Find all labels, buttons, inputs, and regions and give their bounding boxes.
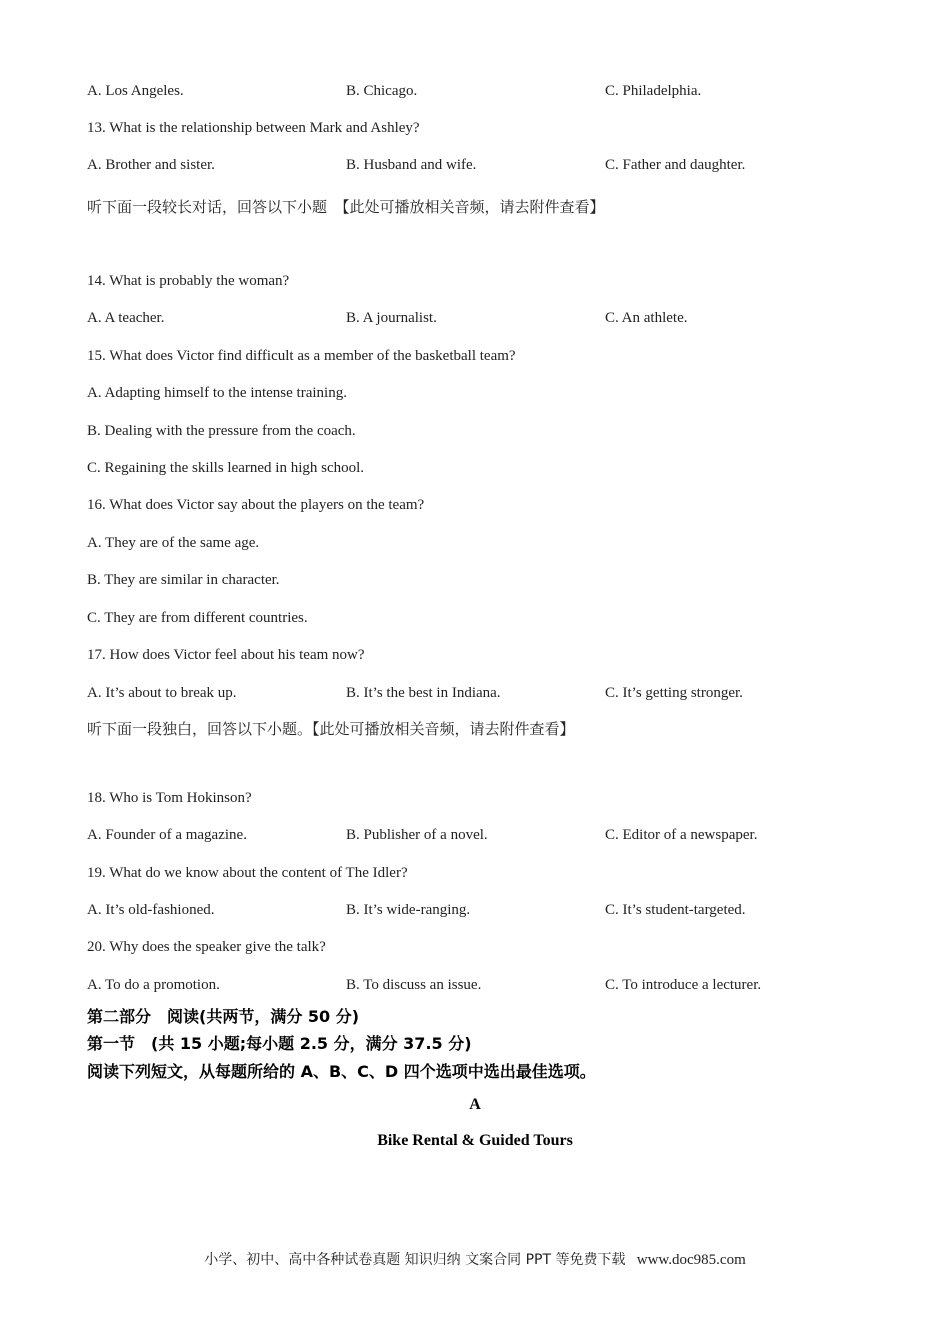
instruction-dialogue: 听下面一段较长对话，回答以下小题 【此处可播放相关音频，请去附件查看】	[87, 198, 605, 216]
q18-question: 18. Who is Tom Hokinson?	[87, 790, 252, 806]
passage-title: Bike Rental & Guided Tours	[377, 1132, 573, 1149]
q13-option-b: B. Husband and wife.	[346, 157, 477, 173]
q13-question: 13. What is the relationship between Mark and Ashley?	[87, 120, 420, 136]
q15-option-a: A. Adapting himself to the intense training.	[87, 385, 347, 401]
q18-option-b: B. Publisher of a novel.	[346, 827, 488, 843]
q14-option-b: B. A journalist.	[346, 310, 437, 326]
q17-option-a: A. It’s about to break up.	[87, 685, 237, 701]
reading-instruction: 阅读下列短文，从每题所给的 A、B、C、D 四个选项中选出最佳选项。	[87, 1062, 596, 1081]
q16-option-c: C. They are from different countries.	[87, 610, 308, 626]
section1-heading: 第一节 (共 15 小题;每小题 2.5 分，满分 37.5 分)	[87, 1034, 472, 1053]
q12-option-b: B. Chicago.	[346, 83, 418, 99]
page-footer	[0, 1249, 950, 1269]
q18-option-c: C. Editor of a newspaper.	[605, 827, 758, 843]
footer-url[interactable]: www.doc985.com	[636, 1252, 746, 1268]
q17-option-c: C. It’s getting stronger.	[605, 685, 743, 701]
q13-option-c: C. Father and daughter.	[605, 157, 746, 173]
q16-option-b: B. They are similar in character.	[87, 572, 280, 588]
q20-option-a: A. To do a promotion.	[87, 977, 220, 993]
q14-option-c: C. An athlete.	[605, 310, 688, 326]
footer-text: 小学、初中、高中各种试卷真题 知识归纳 文案合同 PPT 等免费下载	[204, 1252, 626, 1268]
part2-heading: 第二部分 阅读(共两节，满分 50 分)	[87, 1007, 360, 1026]
q19-option-a: A. It’s old-fashioned.	[87, 902, 215, 918]
q20-option-c: C. To introduce a lecturer.	[605, 977, 762, 993]
q15-option-c: C. Regaining the skills learned in high school.	[87, 460, 365, 476]
q17-option-b: B. It’s the best in Indiana.	[346, 685, 501, 701]
q19-option-b: B. It’s wide-ranging.	[346, 902, 471, 918]
q20-option-b: B. To discuss an issue.	[346, 977, 482, 993]
q19-question: 19. What do we know about the content of The Idler?	[87, 865, 408, 881]
q19-option-c: C. It’s student-targeted.	[605, 902, 746, 918]
q16-option-a: A. They are of the same age.	[87, 535, 260, 551]
q13-option-a: A. Brother and sister.	[87, 157, 215, 173]
q20-question: 20. Why does the speaker give the talk?	[87, 939, 326, 955]
q12-option-c: C. Philadelphia.	[605, 83, 702, 99]
q18-option-a: A. Founder of a magazine.	[87, 827, 247, 843]
q17-question: 17. How does Victor feel about his team now?	[87, 647, 365, 663]
passage-label: A	[469, 1096, 481, 1113]
q14-option-a: A. A teacher.	[87, 310, 165, 326]
q16-question: 16. What does Victor say about the players on the team?	[87, 497, 425, 513]
q15-option-b: B. Dealing with the pressure from the coach.	[87, 423, 356, 439]
q14-question: 14. What is probably the woman?	[87, 273, 290, 289]
q15-question: 15. What does Victor find difficult as a member of the basketball team?	[87, 348, 516, 364]
instruction-monologue: 听下面一段独白，回答以下小题。【此处可播放相关音频，请去附件查看】	[87, 720, 575, 738]
q12-option-a: A. Los Angeles.	[87, 83, 184, 99]
